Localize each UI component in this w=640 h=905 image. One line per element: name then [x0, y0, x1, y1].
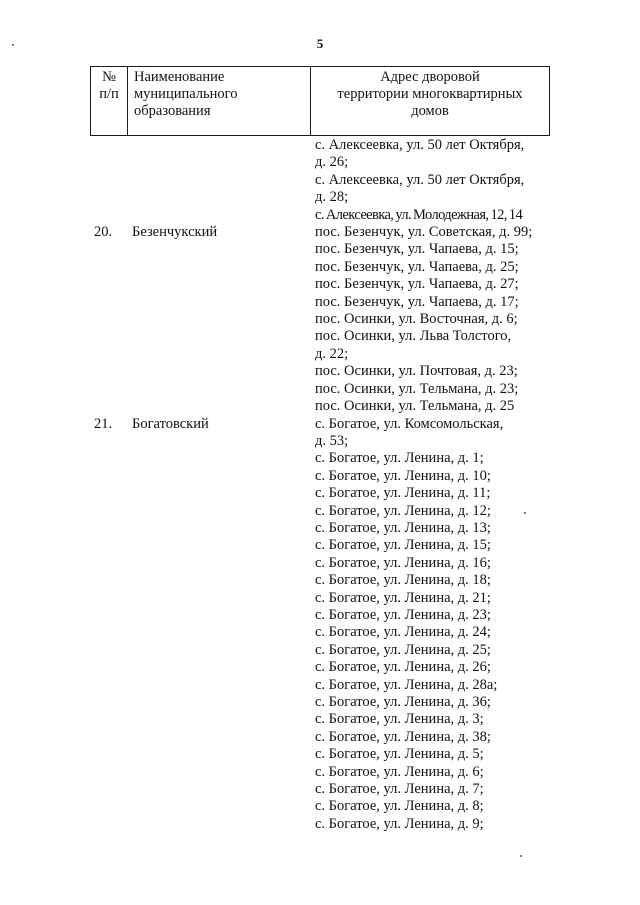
header-number-line: № [102, 69, 116, 85]
address-line: с. Богатое, ул. Ленина, д. 23; [315, 606, 491, 623]
header-address-cell [311, 67, 550, 136]
header-name-cell [128, 67, 311, 136]
header-name-line: образования [134, 103, 211, 119]
address-line: с. Алексеевка, ул. Молодежная, 12, 14 [315, 206, 523, 223]
row-number: 20. [94, 224, 113, 241]
address-line: пос. Осинки, ул. Восточная, д. 6; [315, 311, 518, 328]
address-line: с. Богатое, ул. Ленина, д. 11; [315, 485, 491, 502]
address-line: с. Богатое, ул. Ленина, д. 13; [315, 519, 491, 536]
address-line: с. Богатое, ул. Ленина, д. 36; [315, 694, 491, 710]
address-line: с. Богатое, ул. Комсомольская, [315, 415, 504, 432]
address-line: пос. Осинки, ул. Почтовая, д. 23; [315, 363, 518, 380]
header-number-cell [91, 67, 128, 136]
address-line: с. Богатое, ул. Ленина, д. 3; [315, 711, 484, 728]
address-line: с. Богатое, ул. Ленина, д. 9; [315, 815, 484, 832]
header-address-line: территории многоквартирных [337, 86, 523, 102]
row-number: 21. [94, 415, 113, 432]
page-number: 5 [316, 36, 324, 51]
address-line: пос. Осинки, ул. Тельмана, д. 25 [315, 398, 515, 415]
address-line: с. Богатое, ул. Ленина, д. 12; [315, 502, 491, 519]
address-line: пос. Безенчук, ул. Чапаева, д. 15; [315, 241, 519, 258]
address-line: с. Богатое, ул. Ленина, д. 16; [315, 554, 491, 571]
table-row [0, 416, 640, 834]
table-header [90, 66, 550, 136]
header-address-line: домов [411, 103, 449, 119]
address-line: с. Алексеевка, ул. 50 лет Октября, [315, 137, 525, 153]
scan-speck [520, 855, 522, 857]
header-address-line: Адрес дворовой [380, 69, 480, 85]
address-line: с. Богатое, ул. Ленина, д. 26; [315, 659, 491, 676]
address-line: с. Богатое, ул. Ленина, д. 6; [315, 763, 484, 780]
address-line: пос. Безенчук, ул. Советская, д. 99; [315, 224, 533, 241]
address-line: пос. Осинки, ул. Тельмана, д. 23; [315, 380, 519, 397]
address-line: с. Богатое, ул. Ленина, д. 18; [315, 572, 491, 589]
address-line: д. 22; [315, 345, 349, 362]
address-line: с. Богатое, ул. Ленина, д. 24; [315, 624, 491, 641]
address-list [315, 224, 555, 415]
address-line: с. Алексеевка, ул. 50 лет Октября, [315, 171, 525, 188]
address-line: пос. Безенчук, ул. Чапаева, д. 25; [315, 258, 519, 275]
table-row-continuation [0, 137, 640, 224]
address-line: с. Богатое, ул. Ленина, д. 8; [315, 798, 484, 815]
municipality-name: Богатовский [132, 415, 209, 432]
header-number-line: п/п [99, 86, 119, 102]
table-row [0, 224, 640, 415]
address-line: с. Богатое, ул. Ленина, д. 28а; [315, 676, 498, 693]
address-line: с. Богатое, ул. Ленина, д. 5; [315, 746, 484, 763]
address-line: д. 26; [315, 154, 349, 171]
address-line: с. Богатое, ул. Ленина, д. 38; [315, 728, 491, 745]
address-line: пос. Безенчук, ул. Чапаева, д. 27; [315, 276, 519, 293]
address-line: с. Богатое, ул. Ленина, д. 21; [315, 589, 491, 606]
header-name-line: Наименование [134, 69, 225, 85]
table-body [0, 137, 640, 833]
address-line: с. Богатое, ул. Ленина, д. 10; [315, 467, 491, 484]
address-list [315, 416, 555, 834]
address-line: с. Богатое, ул. Ленина, д. 25; [315, 641, 491, 658]
header-name-line: муниципального [134, 86, 238, 102]
address-line: пос. Безенчук, ул. Чапаева, д. 17; [315, 293, 519, 310]
address-line: д. 53; [315, 432, 349, 449]
address-line: с. Богатое, ул. Ленина, д. 1; [315, 450, 484, 467]
address-line: пос. Осинки, ул. Льва Толстого, [315, 328, 512, 345]
address-list [315, 137, 555, 224]
address-line: с. Богатое, ул. Ленина, д. 15; [315, 537, 491, 554]
scan-speck [524, 512, 526, 514]
address-line: д. 28; [315, 189, 349, 206]
address-line: с. Богатое, ул. Ленина, д. 7; [315, 781, 484, 798]
municipality-name: Безенчукский [132, 224, 218, 241]
scan-speck [12, 44, 14, 46]
